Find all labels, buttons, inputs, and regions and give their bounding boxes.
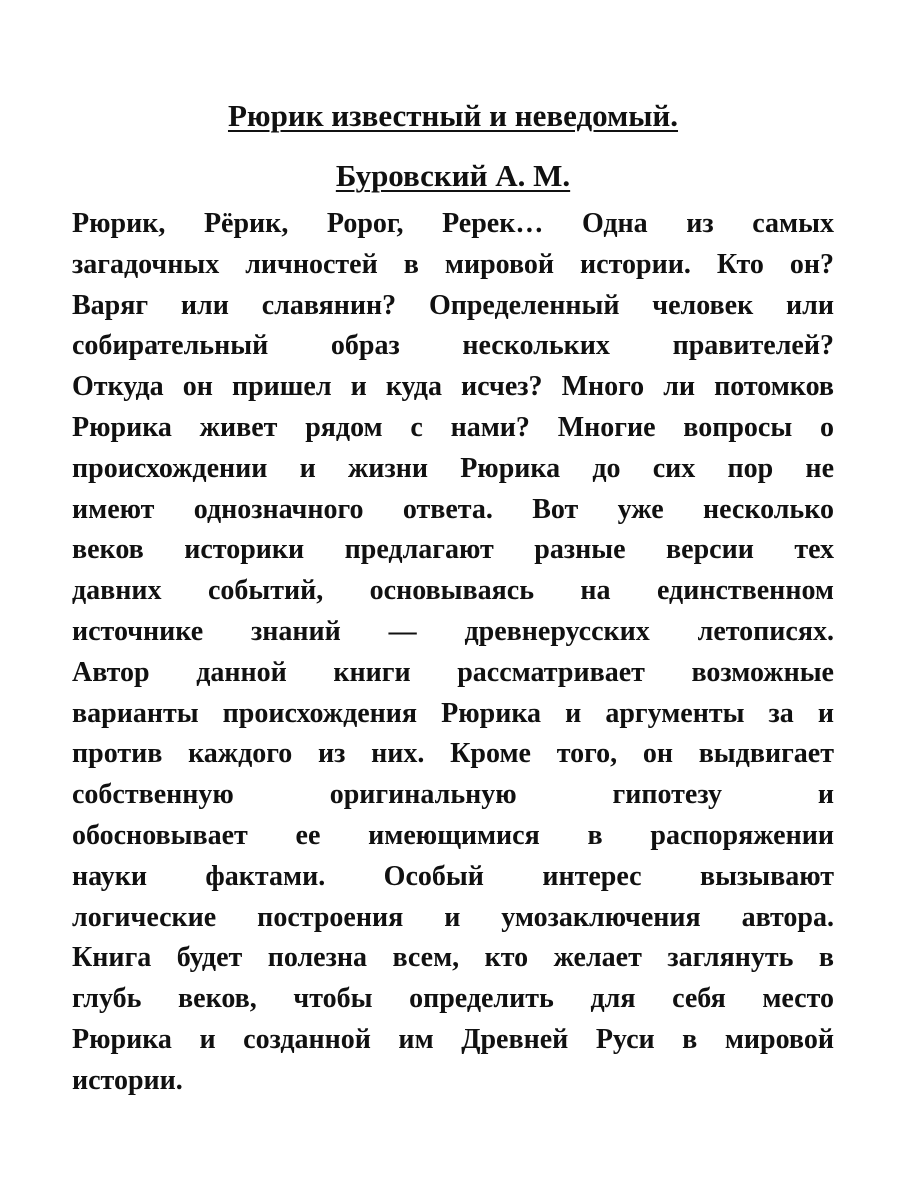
document-title: Рюрик известный и неведомый. <box>227 98 679 133</box>
paragraph-line: Книга будет полезна всем, кто желает заглянуть в <box>72 942 834 974</box>
paragraph-line: обосновывает ее имеющимися в распоряжении <box>72 819 834 851</box>
paragraph-line: веков историки предлагают разные версии тех <box>72 534 834 566</box>
paragraph-line: собственную оригинальную гипотезу и <box>72 779 834 811</box>
paragraph-line: давних событий, основываясь на единственном <box>72 575 834 607</box>
paragraph-line: Автор данной книги рассматривает возможные <box>72 656 834 688</box>
paragraph-line: Откуда он пришел и куда исчез? Много ли потомков <box>72 371 834 403</box>
document-author: Буровский А. М. <box>335 158 571 193</box>
paragraph-line: Рюрика и созданной им Древней Руси в мировой <box>72 1023 834 1055</box>
document-page <box>72 96 834 1102</box>
paragraph-line: Рюрика живет рядом с нами? Многие вопросы о <box>72 411 834 443</box>
paragraph-line: источнике знаний — древнерусских летописях. <box>72 615 834 647</box>
paragraph-line-last: истории. <box>72 1064 183 1096</box>
paragraph-line: логические построения и умозаключения автора. <box>72 901 834 933</box>
paragraph-line: имеют однозначного ответа. Вот уже несколько <box>72 493 834 525</box>
paragraph-line: загадочных личностей в мировой истории. Кто он? <box>72 248 834 280</box>
paragraph-line: собирательный образ нескольких правителей? <box>72 330 834 362</box>
paragraph-line: глубь веков, чтобы определить для себя место <box>72 983 834 1015</box>
annotation-paragraph <box>72 204 834 1102</box>
paragraph-line: происхождении и жизни Рюрика до сих пор не <box>72 452 834 484</box>
paragraph-line: против каждого из них. Кроме того, он выдвигает <box>72 738 834 770</box>
paragraph-line: науки фактами. Особый интерес вызывают <box>72 860 834 892</box>
paragraph-line: Рюрик, Рёрик, Ророг, Ререк… Одна из самых <box>72 208 834 239</box>
paragraph-line: Варяг или славянин? Определенный человек или <box>72 289 834 321</box>
paragraph-line: варианты происхождения Рюрика и аргументы за и <box>72 697 834 729</box>
